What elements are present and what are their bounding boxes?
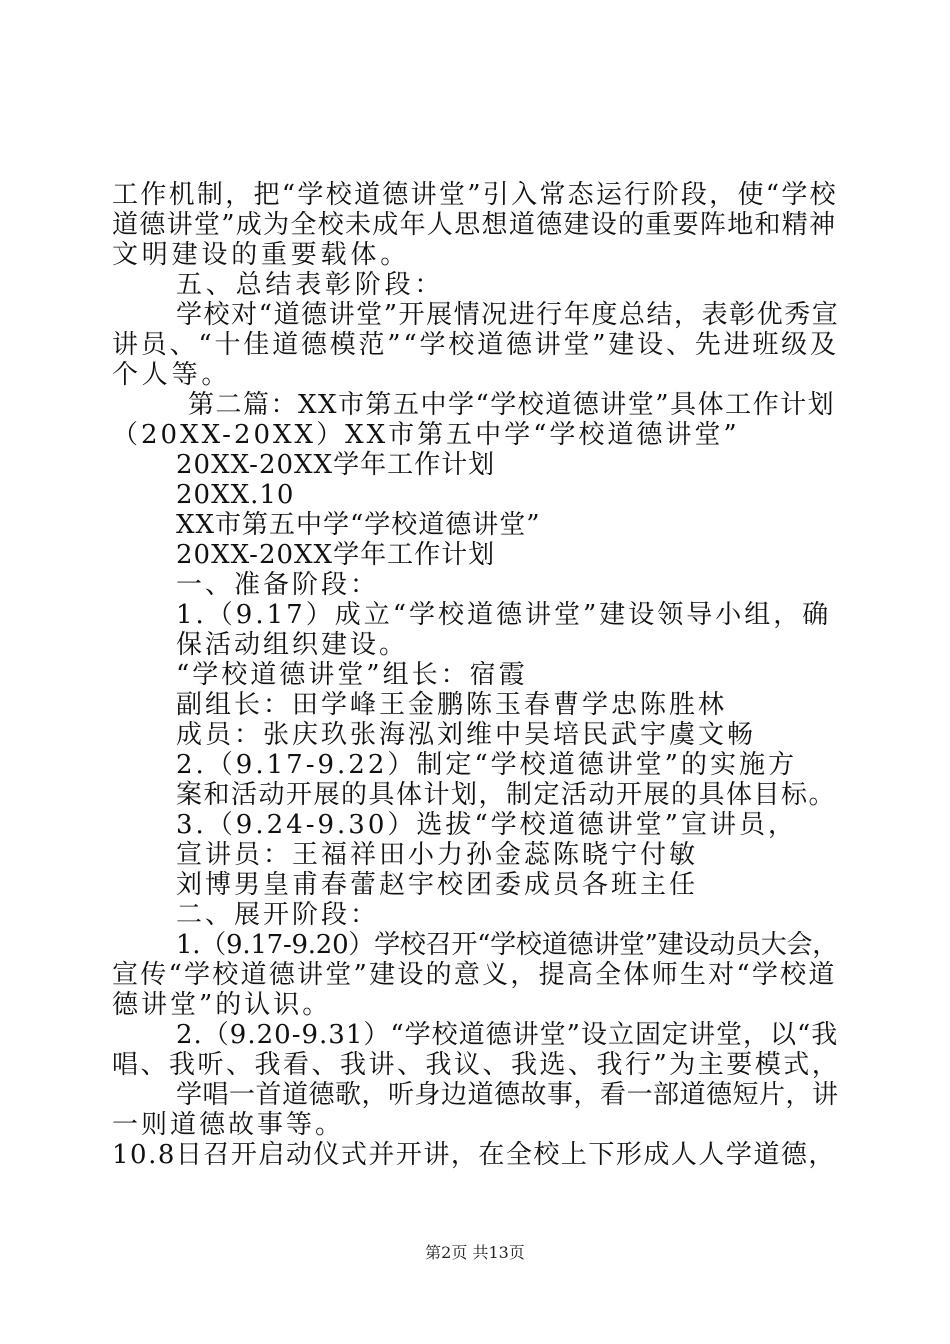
text-line: 个人等。 [112,360,232,390]
text-line: XX市第五中学“学校道德讲堂” [176,510,541,540]
text-line: 20XX-20XX学年工作计划 [176,540,496,570]
text-line: 宣讲员：王福祥田小力孙金蕊陈晓宁付敏 [176,840,699,870]
page-indicator: 第2页 共13页 [425,1243,525,1262]
text-line: 1.（9.17）成立“学校道德讲堂”建设领导小组，确 [176,600,832,630]
text-line: 刘博男皇甫春蕾赵宇校团委成员各班主任 [176,870,699,900]
text-line: 文明建设的重要载体。 [112,240,411,270]
text-line: “学校道德讲堂”组长：宿霞 [176,660,528,690]
section-heading: 一、准备阶段： [176,570,380,600]
text-line: 1.（9.17-9.20）学校召开“学校道德讲堂”建设动员大会， [176,930,838,960]
text-line: 学唱一首道德歌，听身边道德故事，看一部道德短片，讲 [176,1080,839,1110]
text-line: 德讲堂”的认识。 [112,990,332,1020]
text-line: 工作机制，把“学校道德讲堂”引入常态运行阶段，使“学校 [112,180,838,210]
text-line: 3.（9.24-9.30）选拔“学校道德讲堂”宣讲员， [176,810,797,840]
text-line: 讲员、“十佳道德模范”“学校道德讲堂”建设、先进班级及 [112,330,839,360]
text-line: 成员：张庆玖张海泓刘维中吴培民武宇虞文畅 [176,720,757,750]
chapter-heading: 第二篇：XX市第五中学“学校道德讲堂”具体工作计划 [188,390,836,420]
page-footer [0,1243,950,1263]
section-heading: 五、总结表彰阶段： [176,270,445,300]
text-line: 20XX.10 [176,480,295,510]
text-line: 2.（9.17-9.22）制定“学校道德讲堂”的实施方 [176,750,797,780]
text-line: 保活动组织建设。 [176,630,409,660]
text-line: 20XX-20XX学年工作计划 [176,450,496,480]
text-line: （20XX-20XX）XX市第五中学“学校道德讲堂” [112,420,740,450]
text-line: 唱、我听、我看、我讲、我议、我选、我行”为主要模式， [112,1050,841,1080]
text-line: 2.（9.20-9.31）“学校道德讲堂”设立固定讲堂，以“我 [176,1020,839,1050]
text-line: 案和活动开展的具体计划，制定活动开展的具体目标。 [176,780,837,810]
text-line: 10.8日召开启动仪式并开讲，在全校上下形成人人学道德， [112,1140,836,1170]
text-line: 道德讲堂”成为全校未成年人思想道德建设的重要阵地和精神 [112,210,837,240]
section-heading: 二、展开阶段： [176,900,380,930]
text-line: 宣传“学校道德讲堂”建设的意义，提高全体师生对“学校道 [112,960,837,990]
text-line: 一则道德故事等。 [112,1110,345,1140]
text-line: 副组长：田学峰王金鹏陈玉春曹学忠陈胜林 [176,690,728,720]
text-line: 学校对“道德讲堂”开展情况进行年度总结，表彰优秀宣 [176,300,840,330]
